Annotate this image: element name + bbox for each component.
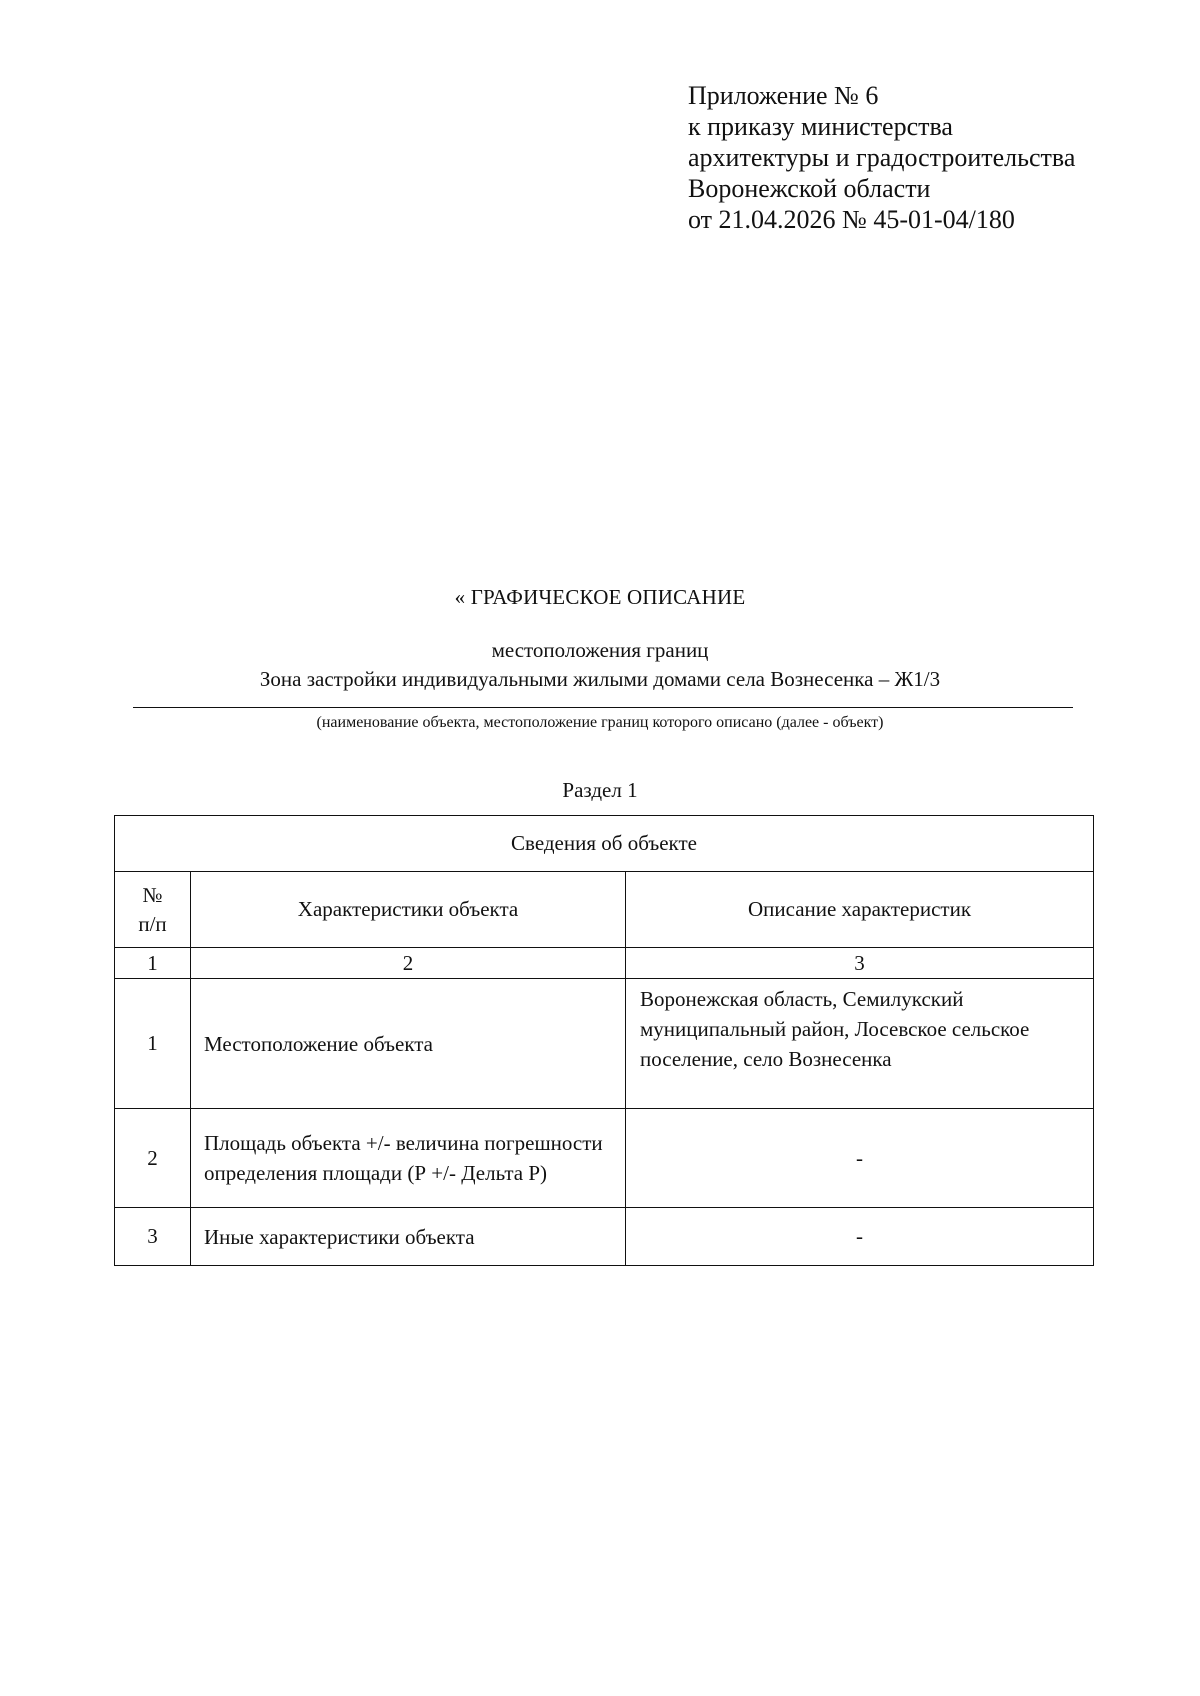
row-characteristic: Площадь объекта +/- величина погрешности определения площади (Р +/- Дельта Р): [191, 1109, 626, 1208]
document-title: « ГРАФИЧЕСКОЕ ОПИСАНИЕ: [454, 585, 746, 609]
row-description: Воронежская область, Семилукский муниципальный район, Лосевское сельское поселение, село Вознесенка: [626, 979, 1094, 1109]
appendix-line: Приложение № 6: [688, 81, 879, 110]
table-row: [115, 1208, 1094, 1266]
header-description: Описание характеристик: [626, 872, 1094, 948]
index-cell: 1: [115, 948, 191, 979]
row-num: 2: [115, 1109, 191, 1208]
table-index-row: [115, 948, 1094, 979]
table-header-row: [115, 872, 1094, 948]
header-num-label: п/п: [138, 911, 167, 936]
appendix-line: от 21.04.2026 № 45-01-04/180: [688, 205, 1015, 234]
object-info-table: [114, 815, 1094, 1266]
appendix-block: [688, 80, 1075, 235]
row-description: -: [626, 1208, 1094, 1266]
table-row: [115, 979, 1094, 1109]
document-subtitle: местоположения границ: [491, 638, 709, 662]
index-cell: 2: [191, 948, 626, 979]
object-name-caption: (наименование объекта, местоположение границ которого описано (далее - объект): [316, 714, 884, 731]
row-description: -: [626, 1109, 1094, 1208]
header-num: [115, 872, 191, 948]
object-name-underline: [133, 707, 1073, 708]
row-characteristic: Иные характеристики объекта: [191, 1208, 626, 1266]
table-caption: Сведения об объекте: [115, 816, 1094, 872]
index-cell: 3: [626, 948, 1094, 979]
table-row: [115, 1109, 1094, 1208]
object-name: Зона застройки индивидуальными жилыми домами села Вознесенка – Ж1/3: [259, 667, 941, 691]
header-characteristic: Характеристики объекта: [191, 872, 626, 948]
header-num-symbol: №: [142, 882, 163, 907]
table-caption-row: [115, 816, 1094, 872]
row-num: 3: [115, 1208, 191, 1266]
appendix-line: Воронежской области: [688, 174, 931, 203]
section-heading: Раздел 1: [562, 778, 638, 802]
appendix-line: к приказу министерства: [688, 112, 953, 141]
row-characteristic: Местоположение объекта: [191, 979, 626, 1109]
appendix-line: архитектуры и градостроительства: [688, 143, 1076, 172]
row-num: 1: [115, 979, 191, 1109]
